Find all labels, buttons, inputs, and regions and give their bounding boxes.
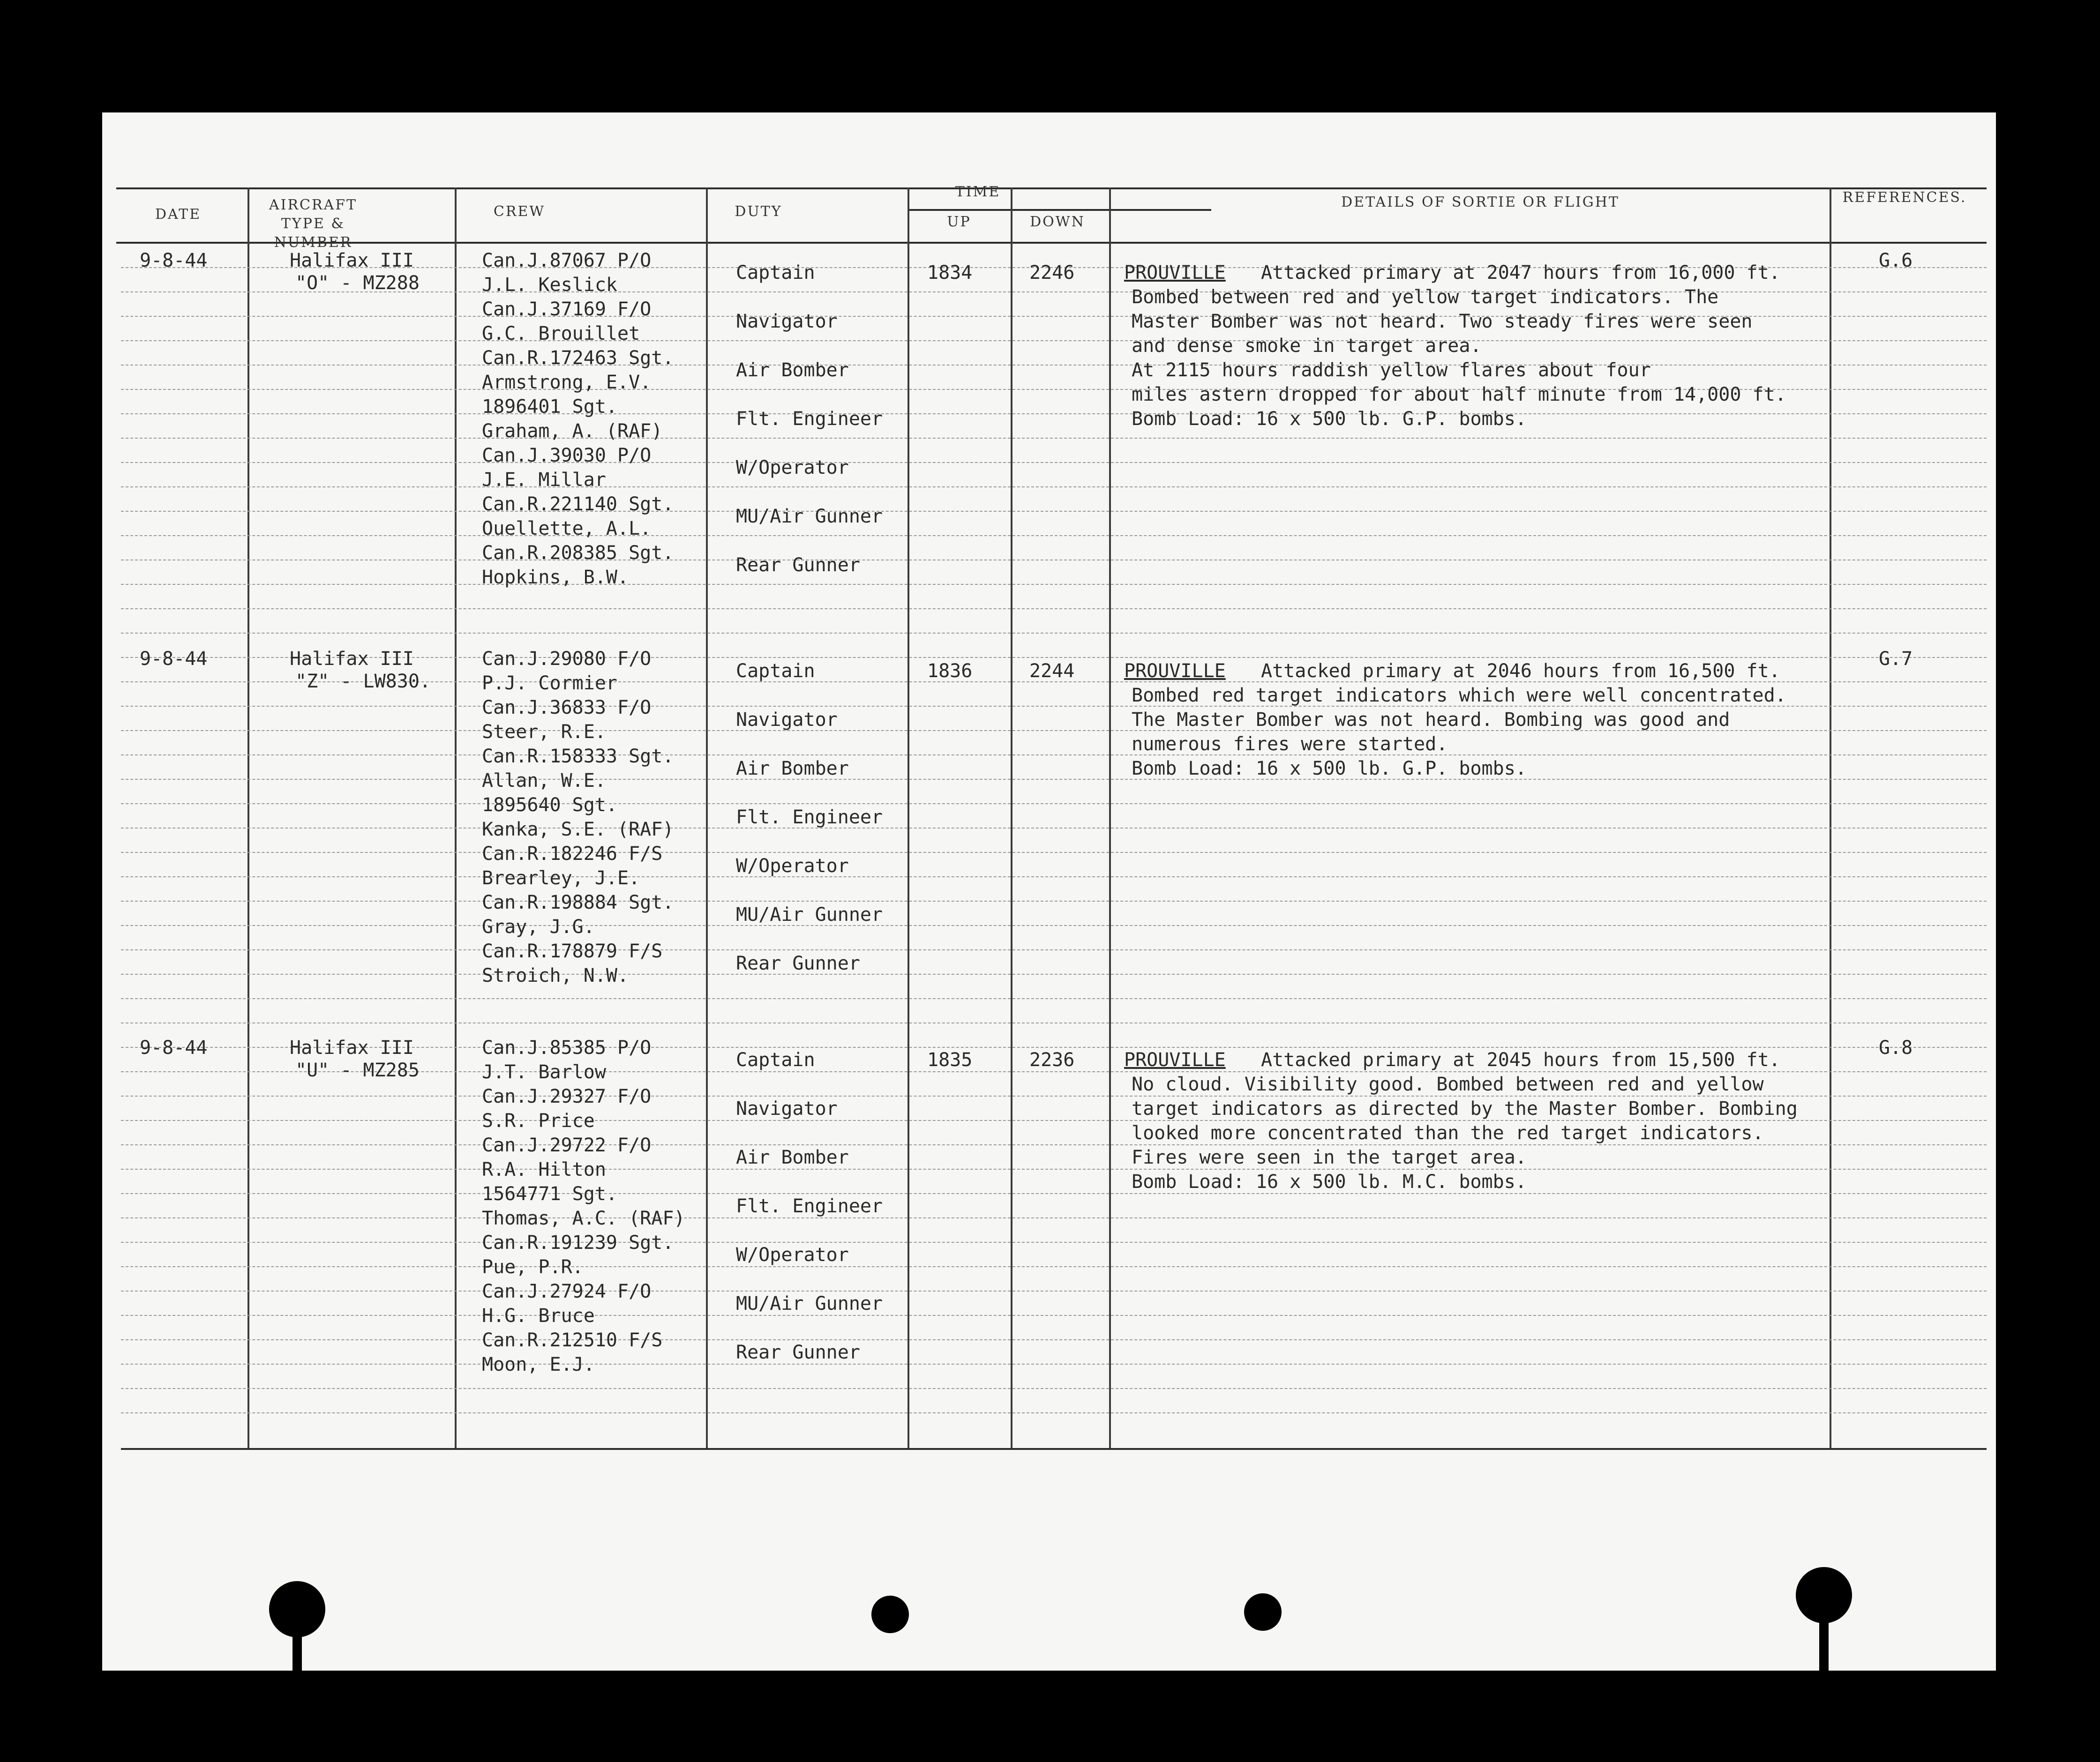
ruled-line <box>121 1315 1987 1316</box>
sortie-detail-line: miles astern dropped for about half minute from 14,000 ft. <box>1132 384 1786 405</box>
ruled-line <box>121 365 1987 366</box>
ruled-line <box>121 1266 1987 1267</box>
ruled-line <box>121 340 1987 341</box>
crew-duty: W/Operator <box>736 1244 849 1266</box>
ruled-line <box>121 828 1987 829</box>
crew-service-number: Can.R.158333 Sgt. <box>482 746 674 767</box>
crew-duty: W/Operator <box>736 855 849 877</box>
crew-service-number: Can.J.27924 F/O <box>482 1281 652 1302</box>
header-bottom-rule <box>116 242 1987 244</box>
column-divider <box>1109 187 1111 1448</box>
crew-duty: Flt. Engineer <box>736 408 883 430</box>
aircraft-number: "U" - MZ285 <box>295 1060 420 1081</box>
crew-name: Brearley, J.E. <box>482 867 640 889</box>
crew-name: Armstrong, E.V. <box>482 372 652 393</box>
target-name: PROUVILLE <box>1124 660 1226 682</box>
sortie-detail-line: numerous fires were started. <box>1132 733 1448 755</box>
ruled-line <box>121 1169 1987 1170</box>
crew-name: Steer, R.E. <box>482 721 606 743</box>
crew-duty: Captain <box>736 1049 815 1071</box>
crew-duty: Air Bomber <box>736 359 849 381</box>
ruled-line <box>121 1193 1987 1194</box>
ruled-line <box>121 438 1987 439</box>
ruled-line <box>121 462 1987 463</box>
ruled-line <box>121 949 1987 950</box>
ruled-line <box>121 779 1987 780</box>
crew-duty: W/Operator <box>736 457 849 478</box>
crew-service-number: Can.J.37169 F/O <box>482 299 652 320</box>
crew-service-number: Can.J.29722 F/O <box>482 1135 652 1156</box>
time-down: 2244 <box>1029 660 1075 682</box>
header-date: DATE <box>155 206 201 223</box>
crew-duty: Rear Gunner <box>736 953 860 974</box>
column-divider <box>1011 187 1012 1448</box>
ruled-line <box>121 511 1987 512</box>
time-up: 1834 <box>927 262 973 284</box>
sortie-detail-line: Bombed between red and yellow target indicators. The <box>1132 286 1719 308</box>
crew-duty: MU/Air Gunner <box>736 506 883 527</box>
header-references: REFERENCES. <box>1842 189 1967 206</box>
ruled-line <box>121 876 1987 877</box>
crew-name: R.A. Hilton <box>482 1159 606 1180</box>
column-divider <box>1830 187 1831 1448</box>
aircraft-type: Halifax III <box>290 250 414 271</box>
header-time-up: UP <box>947 214 971 230</box>
ruled-line <box>121 633 1987 634</box>
sortie-detail-line: Attacked primary at 2045 hours from 15,500 ft. <box>1261 1049 1780 1071</box>
header-crew: CREW <box>493 203 546 220</box>
crew-name: Gray, J.G. <box>482 916 595 938</box>
ruled-line <box>121 754 1987 755</box>
sortie-detail-line: The Master Bomber was not heard. Bombing was good and <box>1132 709 1730 731</box>
sortie-date: 9-8-44 <box>140 648 208 670</box>
header-top-rule <box>116 187 1987 189</box>
crew-duty: Air Bomber <box>736 758 849 779</box>
ruled-line <box>121 584 1987 585</box>
crew-duty: Navigator <box>736 709 838 731</box>
column-divider <box>248 187 249 1448</box>
ruled-line <box>121 1339 1987 1340</box>
time-down: 2236 <box>1029 1049 1075 1071</box>
crew-service-number: 1896401 Sgt. <box>482 396 617 418</box>
ruled-line <box>121 608 1987 609</box>
crew-name: J.T. Barlow <box>482 1061 606 1083</box>
ruled-line <box>121 974 1987 975</box>
crew-service-number: Can.J.87067 P/O <box>482 250 652 271</box>
reference-code: G.6 <box>1879 250 1913 271</box>
crew-service-number: 1895640 Sgt. <box>482 794 617 816</box>
sortie-detail-line: Master Bomber was not heard. Two steady fires were seen <box>1132 311 1753 332</box>
crew-duty: Navigator <box>736 311 838 332</box>
sortie-detail-line: At 2115 hours raddish yellow flares about four <box>1132 359 1651 381</box>
column-divider <box>706 187 708 1448</box>
header-time: TIME <box>955 184 1001 200</box>
crew-service-number: Can.R.212510 F/S <box>482 1329 663 1351</box>
binder-slot-right <box>1819 1612 1829 1673</box>
ruled-line <box>121 1217 1987 1218</box>
ruled-line <box>121 1364 1987 1365</box>
table-bottom-rule <box>121 1448 1987 1450</box>
crew-service-number: Can.R.182246 F/S <box>482 843 663 865</box>
crew-name: Hopkins, B.W. <box>482 567 629 588</box>
column-divider <box>455 187 457 1448</box>
aircraft-number: "Z" - LW830. <box>295 671 431 692</box>
crew-name: J.E. Millar <box>482 469 606 491</box>
ruled-line <box>121 901 1987 902</box>
crew-name: Pue, P.R. <box>482 1256 584 1278</box>
time-down: 2246 <box>1029 262 1075 284</box>
crew-name: Thomas, A.C. (RAF) <box>482 1208 685 1229</box>
ruled-line <box>121 1291 1987 1292</box>
binder-hole-center-left <box>871 1596 909 1633</box>
crew-duty: Captain <box>736 262 815 284</box>
sortie-date: 9-8-44 <box>140 250 208 271</box>
header-details: DETAILS OF SORTIE OR FLIGHT <box>1341 194 1620 210</box>
crew-service-number: Can.J.29080 F/O <box>482 648 652 670</box>
sortie-detail-line: Fires were seen in the target area. <box>1132 1147 1527 1168</box>
target-name: PROUVILLE <box>1124 262 1226 284</box>
crew-service-number: Can.R.178879 F/S <box>482 941 663 962</box>
time-up: 1835 <box>927 1049 973 1071</box>
crew-service-number: Can.J.85385 P/O <box>482 1037 652 1059</box>
crew-duty: Flt. Engineer <box>736 1195 883 1217</box>
crew-name: H.G. Bruce <box>482 1305 595 1327</box>
crew-name: S.R. Price <box>482 1110 595 1132</box>
ruled-line <box>121 1242 1987 1243</box>
crew-duty: Air Bomber <box>736 1147 849 1168</box>
reference-code: G.8 <box>1879 1037 1913 1059</box>
header-duty: DUTY <box>735 203 782 220</box>
crew-duty: MU/Air Gunner <box>736 1293 883 1314</box>
crew-service-number: Can.R.191239 Sgt. <box>482 1232 674 1254</box>
crew-name: P.J. Cormier <box>482 672 617 694</box>
ruled-line <box>121 1412 1987 1413</box>
crew-service-number: Can.R.221140 Sgt. <box>482 493 674 515</box>
sortie-detail-line: target indicators as directed by the Master Bomber. Bombing <box>1132 1098 1798 1120</box>
sortie-detail-line: looked more concentrated than the red target indicators. <box>1132 1122 1764 1144</box>
ruled-line <box>121 413 1987 414</box>
header-aircraft: AIRCRAFT TYPE & NUMBER <box>269 197 358 251</box>
crew-name: G.C. Brouillet <box>482 323 640 344</box>
sortie-detail-line: Attacked primary at 2046 hours from 16,500 ft. <box>1261 660 1780 682</box>
crew-duty: Captain <box>736 660 815 682</box>
binder-slot-left <box>292 1626 302 1682</box>
crew-duty: Rear Gunner <box>736 554 860 576</box>
crew-duty: MU/Air Gunner <box>736 904 883 926</box>
sortie-detail-line: Attacked primary at 2047 hours from 16,000 ft. <box>1261 262 1780 284</box>
sortie-detail-line: Bombed red target indicators which were well concentrated. <box>1132 685 1786 706</box>
crew-name: J.L. Keslick <box>482 274 617 296</box>
sortie-detail-line: Bomb Load: 16 x 500 lb. G.P. bombs. <box>1132 758 1527 779</box>
ruled-line <box>121 998 1987 999</box>
crew-service-number: Can.R.198884 Sgt. <box>482 892 674 913</box>
target-name: PROUVILLE <box>1124 1049 1226 1071</box>
crew-name: Allan, W.E. <box>482 770 606 791</box>
time-up: 1836 <box>927 660 973 682</box>
sortie-detail-line: and dense smoke in target area. <box>1132 335 1482 357</box>
ruled-line <box>121 803 1987 804</box>
crew-service-number: Can.R.172463 Sgt. <box>482 347 674 369</box>
ruled-line <box>121 925 1987 926</box>
crew-service-number: Can.J.36833 F/O <box>482 697 652 718</box>
sortie-detail-line: Bomb Load: 16 x 500 lb. G.P. bombs. <box>1132 408 1527 430</box>
crew-service-number: Can.J.39030 P/O <box>482 445 652 466</box>
ruled-line <box>121 1388 1987 1389</box>
crew-name: Ouellette, A.L. <box>482 518 652 539</box>
crew-name: Kanka, S.E. (RAF) <box>482 819 674 840</box>
crew-name: Stroich, N.W. <box>482 965 629 986</box>
aircraft-type: Halifax III <box>290 1037 414 1059</box>
aircraft-number: "O" - MZ288 <box>295 272 420 294</box>
crew-name: Graham, A. (RAF) <box>482 420 663 442</box>
crew-service-number: Can.R.208385 Sgt. <box>482 542 674 564</box>
ruled-line <box>121 852 1987 853</box>
record-sheet <box>102 112 1996 1671</box>
ruled-line <box>121 535 1987 536</box>
sortie-date: 9-8-44 <box>140 1037 208 1059</box>
header-time-down: DOWN <box>1030 214 1085 230</box>
ruled-line <box>121 486 1987 487</box>
sortie-detail-line: No cloud. Visibility good. Bombed between red and yellow <box>1132 1074 1764 1095</box>
sortie-detail-line: Bomb Load: 16 x 500 lb. M.C. bombs. <box>1132 1171 1527 1193</box>
reference-code: G.7 <box>1879 648 1913 670</box>
crew-duty: Navigator <box>736 1098 838 1120</box>
crew-service-number: 1564771 Sgt. <box>482 1183 617 1205</box>
crew-name: Moon, E.J. <box>482 1354 595 1375</box>
crew-duty: Rear Gunner <box>736 1342 860 1363</box>
column-divider <box>908 187 909 1448</box>
binder-hole-center-right <box>1244 1593 1282 1631</box>
crew-service-number: Can.J.29327 F/O <box>482 1086 652 1107</box>
aircraft-type: Halifax III <box>290 648 414 670</box>
crew-duty: Flt. Engineer <box>736 806 883 828</box>
